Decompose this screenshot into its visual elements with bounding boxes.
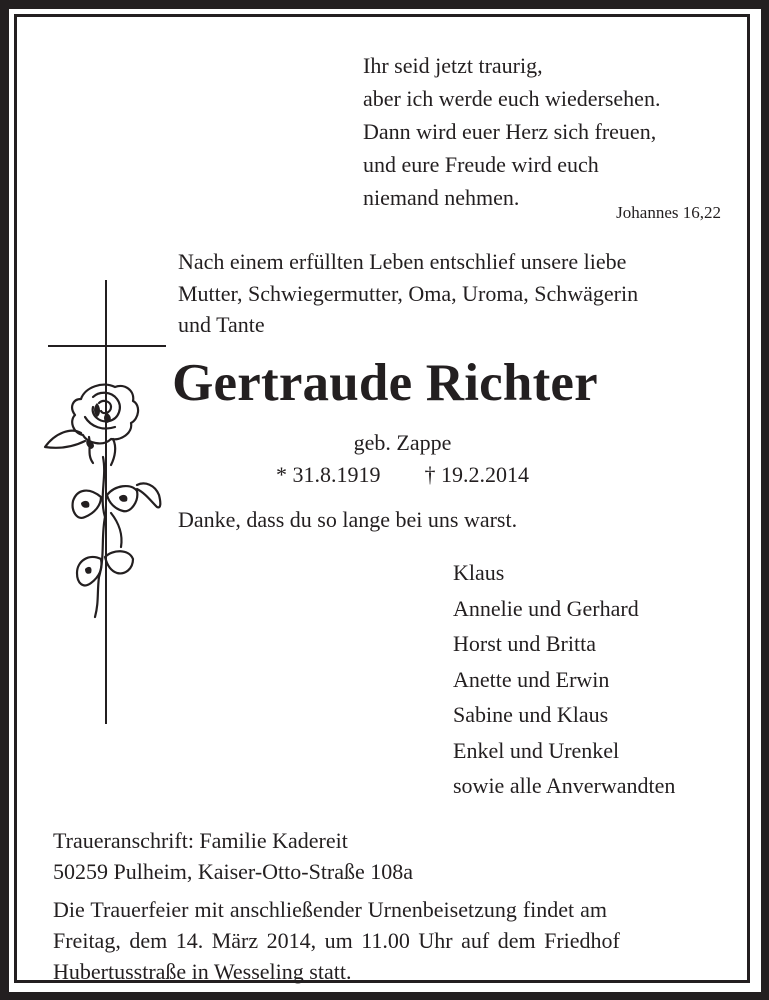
life-dates — [17, 462, 753, 488]
intro-line: Nach einem erfüllten Leben entschlief unsere liebe — [178, 249, 627, 274]
mourner: Sabine und Klaus — [453, 702, 609, 727]
intro-text — [178, 246, 638, 341]
mourner: sowie alle Anverwandten — [453, 773, 676, 798]
condolence-address — [53, 825, 413, 887]
obituary-notice — [14, 14, 750, 983]
ceremony-line: Die Trauerfeier mit anschließender Urnenbeisetzung findet am — [53, 897, 608, 922]
quote-line: und eure Freude wird euch — [363, 152, 599, 177]
quote-line: Ihr seid jetzt traurig, — [363, 53, 543, 78]
address-line: 50259 Pulheim, Kaiser-Otto-Straße 108a — [53, 859, 414, 884]
birth-name: geb. Zappe — [353, 430, 452, 455]
quote-line: aber ich werde euch wiedersehen. — [363, 86, 661, 111]
death-date: † 19.2.2014 — [424, 462, 529, 487]
intro-line: und Tante — [178, 312, 265, 337]
mourners-list — [453, 555, 675, 804]
deceased-name: Gertraude Richter — [172, 354, 598, 412]
ceremony-info — [53, 894, 620, 987]
bible-quote — [363, 49, 660, 214]
mourner: Enkel und Urenkel — [453, 737, 620, 763]
intro-line: Mutter, Schwiegermutter, Oma, Uroma, Schwägerin — [178, 280, 639, 306]
quote-reference: Johannes 16,22 — [616, 203, 721, 222]
birth-date: * 31.8.1919 — [276, 462, 381, 487]
rose-icon — [41, 377, 171, 627]
ceremony-line: Freitag, dem 14. März 2014, um 11.00 Uhr auf dem Friedhof — [53, 928, 620, 953]
mourner: Annelie und Gerhard — [453, 595, 639, 621]
ceremony-line: Hubertusstraße in Wesseling statt. — [53, 959, 352, 984]
address-line: Traueranschrift: Familie Kadereit — [53, 828, 348, 853]
cross-bar — [48, 345, 166, 347]
quote-line: niemand nehmen. — [363, 185, 520, 210]
mourner: Horst und Britta — [453, 631, 596, 656]
thanks-line: Danke, dass du so lange bei uns warst. — [178, 507, 518, 532]
mourner: Anette und Erwin — [453, 666, 610, 692]
mourner: Klaus — [453, 560, 505, 585]
quote-line: Dann wird euer Herz sich freuen, — [363, 119, 657, 144]
